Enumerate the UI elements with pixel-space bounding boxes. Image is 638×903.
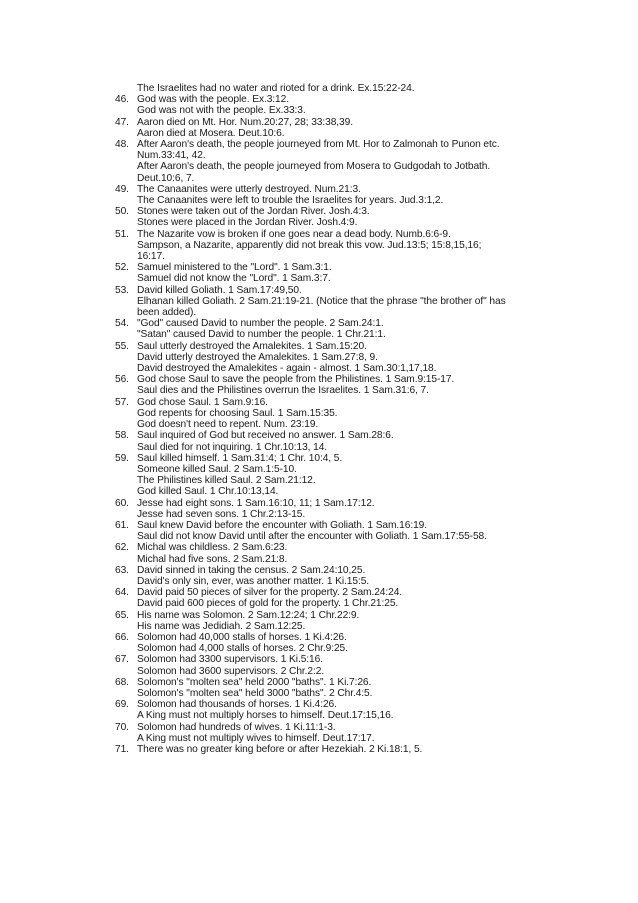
list-item — [115, 262, 555, 284]
item-line: After Aaron's death, the people journeyed from Mosera to Gudgodah to Jotbath. — [137, 161, 491, 173]
list-item — [115, 397, 555, 431]
item-number: 65. — [115, 609, 129, 621]
item-line: There was no greater king before or after Hezekiah. 2 Ki.18:1, 5. — [137, 743, 423, 755]
item-line: Solomon had 40,000 stalls of horses. 1 Ki.4:26. — [137, 631, 347, 643]
item-line: Solomon's "molten sea" held 2000 "baths". 1 Ki.7:26. — [137, 676, 372, 688]
item-line: After Aaron's death, the people journeyed from Mt. Hor to Zalmonah to Punon etc. — [137, 139, 500, 151]
item-line: Saul utterly destroyed the Amalekites. 1 Sam.15:20. — [137, 340, 367, 352]
list-item — [115, 722, 555, 744]
item-line: Solomon had 4,000 stalls of horses. 2 Chr.9:25. — [137, 643, 348, 655]
list-item — [115, 83, 555, 94]
item-line: David killed Goliath. 1 Sam.17:49,50. — [137, 284, 302, 296]
item-line: God was not with the people. Ex.33:3. — [137, 105, 306, 117]
item-line: David's only sin, ever, was another matter. 1 Ki.15:5. — [137, 575, 370, 587]
item-number: 48. — [115, 139, 129, 151]
item-number: 59. — [115, 452, 129, 464]
item-line: Jesse had eight sons. 1 Sam.16:10, 11; 1 Sam.17:12. — [137, 497, 375, 509]
item-number: 70. — [115, 721, 129, 733]
item-line: been added). — [137, 307, 197, 319]
item-line: Deut.10:6, 7. — [137, 172, 195, 184]
list-item — [115, 94, 555, 116]
item-line: The Philistines killed Saul. 2 Sam.21:12. — [137, 475, 316, 487]
item-line: David paid 50 pieces of silver for the property. 2 Sam.24:24. — [137, 587, 403, 599]
item-line: Michal was childless. 2 Sam.6:23. — [137, 542, 288, 554]
item-line: His name was Jedidiah. 2 Sam.12:25. — [137, 620, 306, 632]
list-item — [115, 318, 555, 340]
item-line: The Canaanites were utterly destroyed. Num.21:3. — [137, 183, 361, 195]
item-number: 68. — [115, 676, 129, 688]
item-line: Aaron died at Mosera. Deut.10:6. — [137, 127, 285, 139]
list-item — [115, 184, 555, 206]
list-item — [115, 744, 555, 755]
item-number: 49. — [115, 183, 129, 195]
list-item — [115, 430, 555, 452]
item-line: Solomon had thousands of horses. 1 Ki.4:26. — [137, 699, 337, 711]
item-line: His name was Solomon. 2 Sam.12:24; 1 Chr.22:9. — [137, 609, 360, 621]
item-line: The Canaanites were left to trouble the Israelites for years. Jud.3:1,2. — [137, 195, 444, 207]
item-line: Samuel did not know the "Lord". 1 Sam.3:7. — [137, 273, 331, 285]
item-line: Michal had five sons. 2 Sam.21:8. — [137, 553, 288, 565]
item-line: God chose Saul to save the people from the Philistines. 1 Sam.9:15-17. — [137, 374, 455, 386]
item-line: Saul inquired of God but received no answer. 1 Sam.28:6. — [137, 430, 394, 442]
list-item — [115, 699, 555, 721]
item-line: Saul killed himself. 1 Sam.31:4; 1 Chr. 10:4, 5. — [137, 452, 343, 464]
item-line: David sinned in taking the census. 2 Sam.24:10,25. — [137, 564, 366, 576]
item-number: 71. — [115, 743, 129, 755]
item-line: Saul died for not inquiring. 1 Chr.10:13, 14. — [137, 441, 328, 453]
item-line: Num.33:41, 42. — [137, 150, 206, 162]
list-item — [115, 677, 555, 699]
item-line: God chose Saul. 1 Sam.9:16. — [137, 396, 268, 408]
item-line: Solomon had hundreds of wives. 1 Ki.11:1-3. — [137, 721, 336, 733]
list-item — [115, 453, 555, 498]
item-number: 47. — [115, 116, 129, 128]
item-number: 51. — [115, 228, 129, 240]
item-number: 57. — [115, 396, 129, 408]
item-number: 56. — [115, 374, 129, 386]
item-number: 54. — [115, 318, 129, 330]
item-number: 55. — [115, 340, 129, 352]
item-number: 61. — [115, 519, 129, 531]
item-line: Aaron died on Mt. Hor. Num.20:27, 28; 33:38,39. — [137, 116, 353, 128]
list-item — [115, 498, 555, 520]
item-line: God repents for choosing Saul. 1 Sam.15:35. — [137, 407, 338, 419]
item-line: 16:17. — [137, 251, 165, 263]
item-line: Jesse had seven sons. 1 Chr.2:13-15. — [137, 508, 306, 520]
item-line: Saul dies and the Philistines overrun the Israelites. 1 Sam.31:6, 7. — [137, 385, 429, 397]
list-item — [115, 565, 555, 587]
list-item — [115, 654, 555, 676]
item-line: Stones were taken out of the Jordan River. Josh.4:3. — [137, 206, 370, 218]
list-item — [115, 587, 555, 609]
list-item — [115, 117, 555, 139]
item-line: Stones were placed in the Jordan River. Josh.4:9. — [137, 217, 358, 229]
item-number: 63. — [115, 564, 129, 576]
item-number: 50. — [115, 206, 129, 218]
contradictions-list — [115, 83, 555, 755]
item-line: David utterly destroyed the Amalekites. 1 Sam.27:8, 9. — [137, 351, 378, 363]
item-line: The Israelites had no water and rioted for a drink. Ex.15:22-24. — [137, 83, 415, 94]
item-line: Saul did not know David until after the encounter with Goliath. 1 Sam.17:55-58. — [137, 531, 487, 543]
item-line: "God" caused David to number the people. 2 Sam.24:1. — [137, 318, 384, 330]
list-item — [115, 632, 555, 654]
list-item — [115, 139, 555, 184]
list-item — [115, 206, 555, 228]
item-number: 67. — [115, 654, 129, 666]
item-line: "Satan" caused David to number the people. 1 Chr.21:1. — [137, 329, 386, 341]
item-number: 66. — [115, 631, 129, 643]
item-number: 64. — [115, 587, 129, 599]
list-item — [115, 285, 555, 319]
list-item — [115, 520, 555, 542]
list-item — [115, 610, 555, 632]
item-line: Solomon had 3300 supervisors. 1 Ki.5:16. — [137, 654, 323, 666]
item-number: 52. — [115, 262, 129, 274]
item-line: Elhanan killed Goliath. 2 Sam.21:19-21. (Notice that the phrase "the brother of" has — [137, 295, 506, 307]
item-line: Sampson, a Nazarite, apparently did not break this vow. Jud.13:5; 15:8,15,16; — [137, 239, 482, 251]
item-number: 69. — [115, 699, 129, 711]
item-line: A King must not multiply wives to himself. Deut.17:17. — [137, 732, 375, 744]
item-number: 58. — [115, 430, 129, 442]
item-line: Solomon had 3600 supervisors. 2 Chr.2:2. — [137, 665, 325, 677]
item-line: A King must not multiply horses to himself. Deut.17:15,16. — [137, 710, 394, 722]
item-line: Someone killed Saul. 2 Sam.1:5-10. — [137, 463, 297, 475]
item-number: 62. — [115, 542, 129, 554]
list-item — [115, 229, 555, 263]
item-number: 60. — [115, 497, 129, 509]
list-item — [115, 542, 555, 564]
item-line: Solomon's "molten sea" held 3000 "baths". 2 Chr.4:5. — [137, 687, 373, 699]
item-line: God was with the people. Ex.3:12. — [137, 94, 289, 106]
list-item — [115, 341, 555, 375]
item-line: Samuel ministered to the "Lord". 1 Sam.3:1. — [137, 262, 332, 274]
item-number: 46. — [115, 94, 129, 106]
list-item — [115, 374, 555, 396]
item-line: David destroyed the Amalekites - again - almost. 1 Sam.30:1,17,18. — [137, 363, 437, 375]
item-line: David paid 600 pieces of gold for the property. 1 Chr.21:25. — [137, 598, 399, 610]
item-line: Saul knew David before the encounter with Goliath. 1 Sam.16:19. — [137, 519, 428, 531]
item-line: God doesn't need to repent. Num. 23:19. — [137, 419, 319, 431]
item-line: God killed Saul. 1 Chr.10:13,14. — [137, 486, 279, 498]
item-number: 53. — [115, 284, 129, 296]
item-line: The Nazarite vow is broken if one goes near a dead body. Numb.6:6-9. — [137, 228, 451, 240]
